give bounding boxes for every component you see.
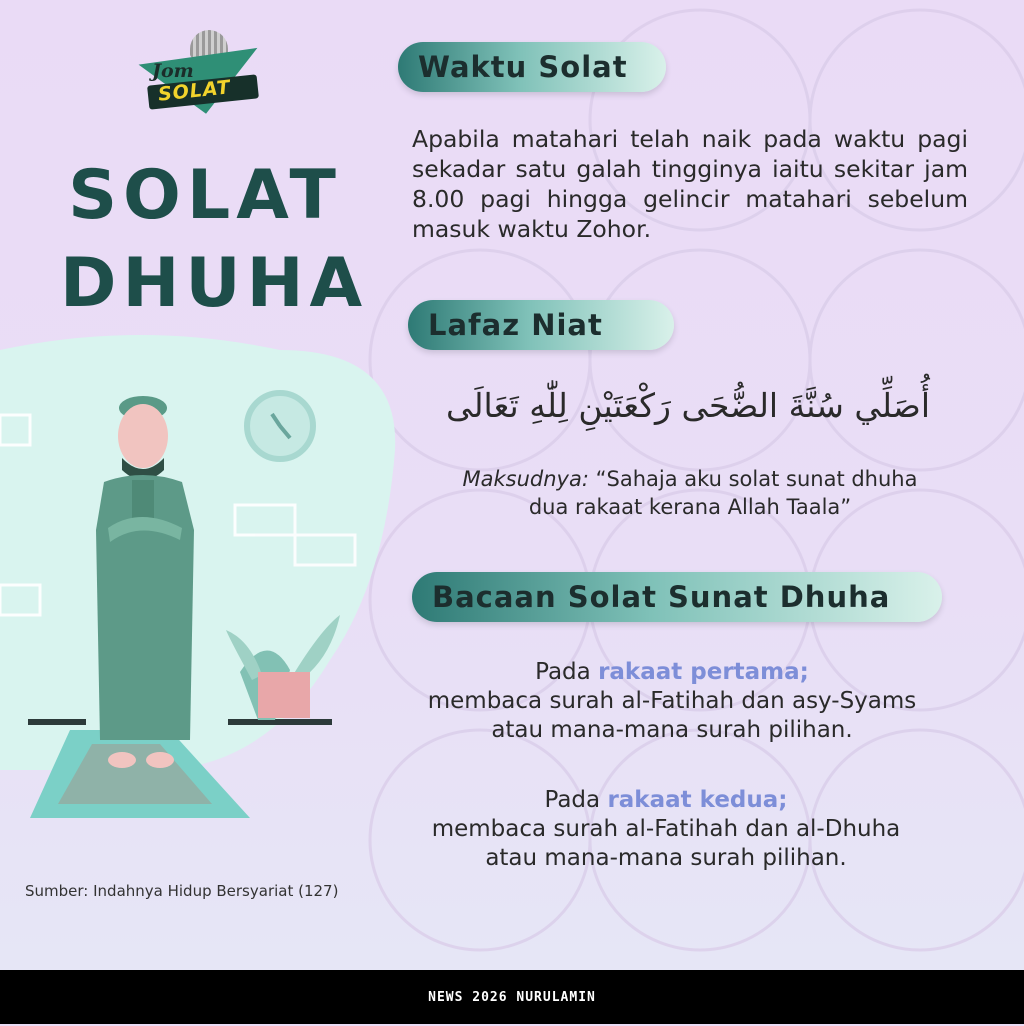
heading-lafaz-niat	[408, 300, 674, 350]
jom-solat-logo	[138, 30, 264, 122]
r2-prefix: Pada	[544, 787, 608, 813]
heading-bacaan-label: Bacaan Solat Sunat Dhuha	[432, 580, 891, 614]
floor-shelf-right	[228, 719, 332, 725]
title-line-1: SOLAT	[68, 156, 342, 235]
rakaat-pertama-block	[372, 658, 972, 745]
niat-meaning	[410, 465, 970, 521]
illustration-backdrop	[0, 335, 395, 770]
r2-line-2: membaca surah al-Fatihah dan al-Dhuha	[431, 816, 901, 842]
waktu-solat-text: Apabila matahari telah naik pada waktu pagi sekadar satu galah tingginya iaitu sekitar jam 8.00 pagi hingga gelincir matahari sebelum masuk waktu Zohor.	[412, 125, 968, 243]
praying-man-illustration	[0, 330, 420, 830]
rakaat-kedua-block	[366, 786, 966, 873]
r1-highlight: rakaat pertama;	[598, 659, 809, 685]
heading-niat-label: Lafaz Niat	[428, 308, 603, 342]
r1-line-3: atau mana-mana surah pilihan.	[491, 717, 853, 743]
meaning-line-2: dua rakaat kerana Allah Taala”	[528, 495, 852, 519]
page-title	[60, 152, 369, 328]
niat-arabic-text: أُصَلِّي سُنَّةَ الضُّحَى رَكْعَتَيْنِ لِلّٰهِ تَعَالَى	[445, 386, 930, 425]
heading-waktu-label: Waktu Solat	[418, 50, 628, 84]
footer-bar: NEWS 2026 NURULAMIN	[0, 970, 1024, 1024]
logo-text-jom: Jom	[152, 60, 194, 82]
r2-line-3: atau mana-mana surah pilihan.	[485, 845, 847, 871]
face	[118, 404, 168, 468]
r2-highlight: rakaat kedua;	[607, 787, 788, 813]
logo-text-solat: SOLAT	[157, 76, 232, 106]
floor-shelf-left	[28, 719, 86, 725]
plant-pot	[258, 672, 310, 718]
source-credit: Sumber: Indahnya Hidup Bersyariat (127)	[25, 882, 339, 900]
r1-line-2: membaca surah al-Fatihah dan asy-Syams	[427, 688, 917, 714]
meaning-label: Maksudnya:	[462, 467, 589, 491]
heading-bacaan	[412, 572, 942, 622]
heading-waktu-solat	[398, 42, 666, 92]
meaning-line-1: “Sahaja aku solat sunat dhuha	[595, 467, 918, 491]
r1-prefix: Pada	[535, 659, 599, 685]
title-line-2: DHUHA	[60, 244, 369, 323]
